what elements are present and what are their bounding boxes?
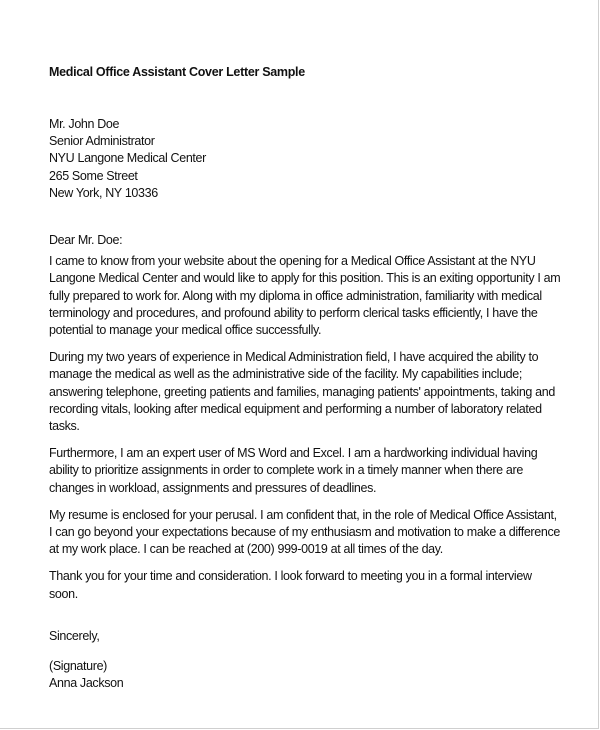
signature-placeholder: (Signature) (49, 659, 107, 674)
body-paragraph: My resume is enclosed for your perusal. I am confident that, in the role of Medical Office Assistant, I can go beyond your expectations because of my enthusiasm and motivation to make a difference at my work place. I can be reached at (200) 999-0019 at all times of the day. (49, 507, 560, 557)
document-title: Medical Office Assistant Cover Letter Sample (49, 65, 305, 79)
letter-body (49, 253, 561, 603)
recipient-city: New York, NY 10336 (49, 185, 158, 200)
body-paragraph: I came to know from your website about the opening for a Medical Office Assistant at the NYU Langone Medical Center and would like to apply for this position. This is an exiting opportunity I am fully prepared to work for. Along with my diploma in office administration, familiarity with medical terminology and procedures, and profound ability to perform clerical tasks efficiently, I have the potential to manage your medical office successfully. (49, 254, 561, 338)
recipient-organization: NYU Langone Medical Center (49, 151, 206, 166)
body-paragraph: Thank you for your time and consideration. I look forward to meeting you in a formal interview soon. (49, 569, 532, 601)
recipient-address (49, 116, 561, 202)
body-paragraph: Furthermore, I am an expert user of MS Word and Excel. I am a hardworking individual having ability to prioritize assignments in order to complete work in a timely manner when there are changes in workload, assignments and pressures of deadlines. (49, 446, 538, 495)
salutation: Dear Mr. Doe: (49, 233, 123, 248)
closing: Sincerely, (49, 628, 100, 643)
sender-name: Anna Jackson (49, 676, 124, 691)
recipient-name: Mr. John Doe (49, 117, 120, 131)
body-paragraph: During my two years of experience in Medical Administration field, I have acquired the ability to manage the medical as well as the administrative side of the facility. My capabilities include; answering telephone, greeting patients and families, managing patients' appointments, taking and recording vitals, looking after medical equipment and performing a number of laboratory related tasks. (49, 350, 555, 434)
signature-block (49, 658, 561, 692)
recipient-street: 265 Some Street (49, 168, 138, 183)
recipient-position: Senior Administrator (49, 134, 155, 149)
letter-content (49, 64, 561, 692)
